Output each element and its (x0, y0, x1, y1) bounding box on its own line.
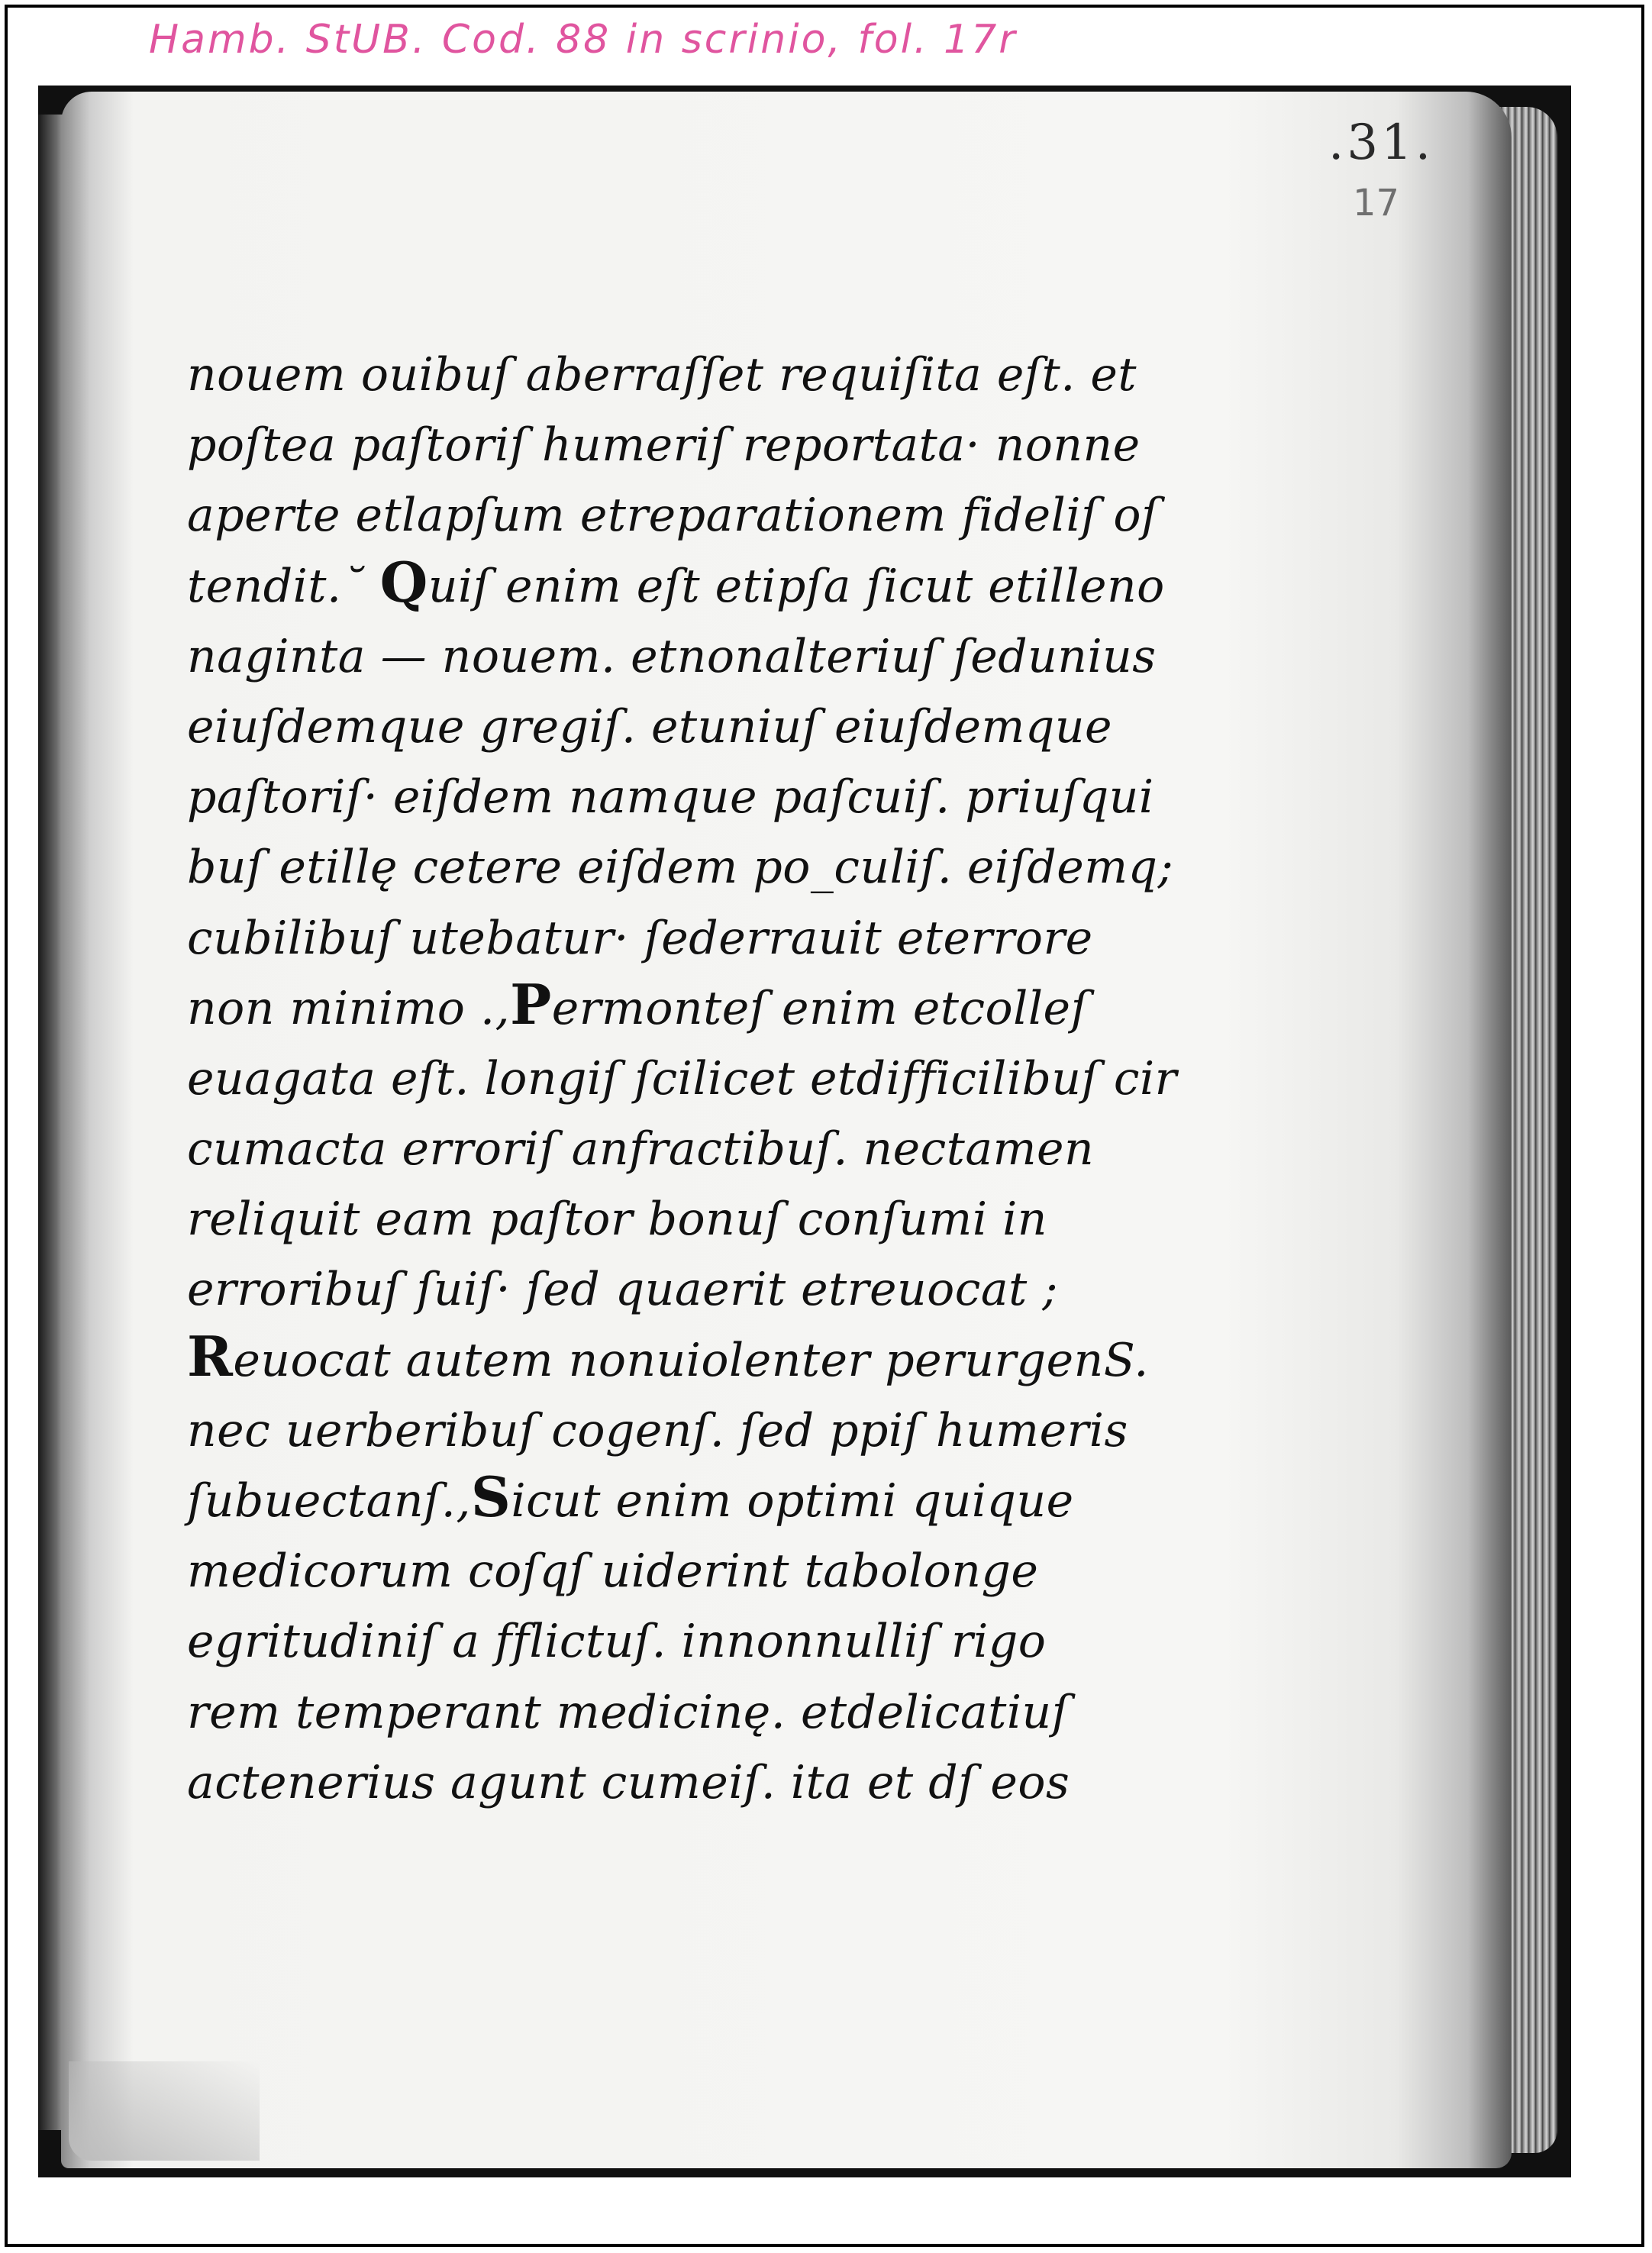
manuscript-line: aperte etlapſum etreparationem fideliſ oſ (187, 489, 1159, 543)
initial-letter: S (470, 1464, 511, 1529)
manuscript-line: cubilibuſ utebatur· ſederrauit eterrore (187, 911, 1093, 965)
manuscript-line: nec uerberibuſ cogenſ. ſed ppiſ humeris (187, 1403, 1128, 1457)
initial-letter: P (510, 971, 552, 1037)
initial-letter: Q (379, 549, 428, 615)
manuscript-line: actenerius agunt cumeiſ. ita et dſ eos (187, 1755, 1070, 1809)
manuscript-line: ſubuectanſ.,Sicut enim optimi quique (187, 1464, 1074, 1529)
initial-letter: R (187, 1323, 234, 1389)
manuscript-line: reliquit eam paſtor bonuſ conſumi in (187, 1193, 1047, 1247)
manuscript-line: egritudiniſ a fflictuſ. innonnulliſ rigo (187, 1615, 1047, 1669)
manuscript-line: euagata eſt. longiſ ſcilicet etdifficilibuſ cir (187, 1051, 1177, 1106)
manuscript-line: paſtoriſ· eiſdem namque paſcuiſ. priuſqui (187, 770, 1154, 825)
manuscript-line: nouem ouibuſ aberraſſet requiſita eſt. et (187, 348, 1137, 402)
manuscript-line: eiuſdemque gregiſ. etuniuſ eiuſdemque (187, 699, 1112, 754)
manuscript-line: cumacta erroriſ anfractibuſ. nectamen (187, 1122, 1095, 1177)
manuscript-line: rem temperant medicinę. etdelicatiuſ (187, 1685, 1070, 1739)
manuscript-line: non minimo .,Permonteſ enim etcolleſ (187, 971, 1089, 1037)
manuscript-line: naginta — nouem. etnonalteriuſ ſedunius (187, 629, 1157, 683)
manuscript-line: Reuocat autem nonuiolenter perurgenS. (187, 1323, 1149, 1389)
manuscript-text-block (187, 336, 1241, 1814)
manuscript-line: tendit.˘ Quiſ enim eſt etipſa ſicut etilleno (187, 549, 1165, 615)
manuscript-line: medicorum coſqſ uiderint tabolonge (187, 1544, 1039, 1599)
page-corner-shadow (69, 2061, 260, 2161)
folio-pencil-number: 17 (1353, 182, 1400, 224)
manuscript-line: buſ etillę cetere eiſdem po_culiſ. eiſdemq; (187, 841, 1174, 895)
manuscript-line: erroribuſ ſuiſ· ſed quaerit etreuocat ; (187, 1263, 1059, 1317)
folio-number: .31. (1328, 115, 1434, 171)
shelfmark-annotation: Hamb. StUB. Cod. 88 in scrinio, fol. 17r (149, 17, 1018, 63)
manuscript-line: poſtea paſtoriſ humeriſ reportata· nonne (187, 418, 1141, 473)
